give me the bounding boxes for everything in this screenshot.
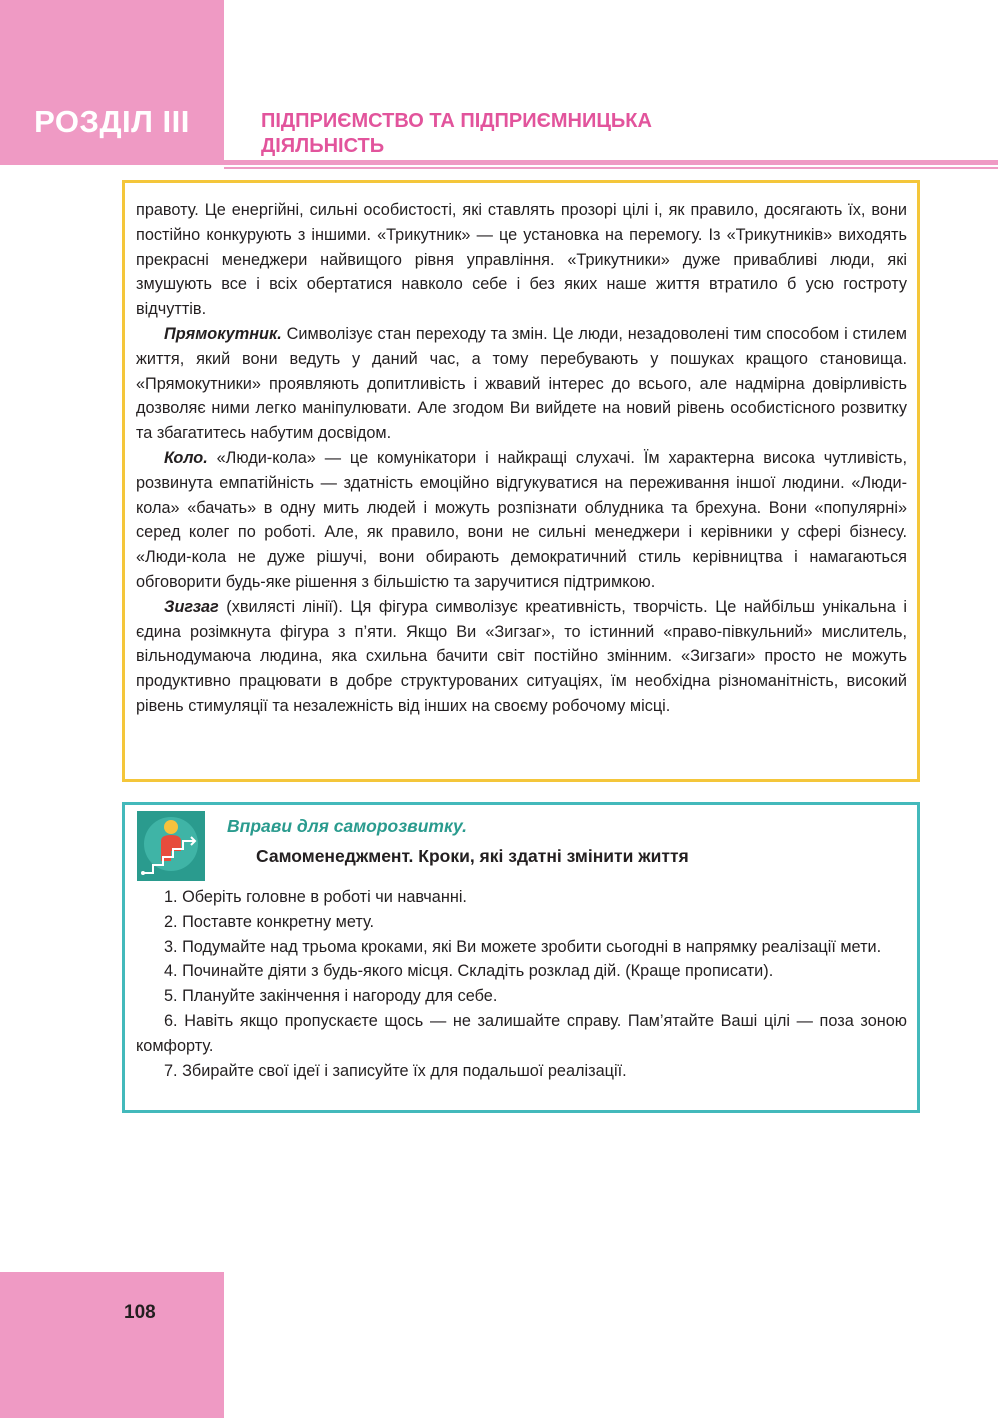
section-title-line1: ПІДПРИЄМСТВО ТА ПІДПРИЄМНИЦЬКА	[261, 110, 652, 132]
list-item: 2. Поставте конкретну мету.	[164, 912, 375, 931]
list-item: 1. Оберіть головне в роботі чи навчанні.	[164, 888, 467, 906]
list-item: 4. Починайте діяти з будь-якого місця. Складіть розклад дій. (Краще прописати).	[164, 962, 774, 981]
exercise-frame	[122, 802, 920, 1113]
paragraph-triangle-continued: правоту. Це енергійні, сильні особистості, які ставлять прозорі цілі і, як правило, досягають їх, вони постійно конкурують з іншими. «Трикутник» — це установка на перемогу. Із «Трикутників» виходять прекрасні менеджери найвищого рівня управління. «Трикутники» дуже привабливі люди, які змушують все і всіх обертатися навколо себе і без яких наше життя втратило б усю гостроту відчуттів.	[136, 201, 907, 319]
section-label: РОЗДІЛ III	[34, 104, 190, 139]
term-circle: Коло.	[164, 448, 208, 467]
exercise-subtitle: Самоменеджмент. Кроки, які здатні змінити життя	[256, 846, 689, 866]
paragraph-circle	[136, 446, 907, 595]
list-item: 7. Збирайте свої ідеї і записуйте їх для подальшої реалізації.	[164, 1061, 627, 1080]
term-rectangle: Прямокутник.	[164, 324, 282, 343]
header-rule-thin	[224, 167, 998, 169]
section-title	[261, 109, 821, 159]
paragraph-zigzag	[136, 595, 907, 719]
text-rectangle: Символізує стан переходу та змін. Це люди, незадоволені тим способом і стилем життя, який вони ведуть у даний час, а тому перебувають у пошуках кращого становища. «Прямокутники» проявляють допитливість і жвавий інтерес до всього, але надмірна довірливість дозволяє ними легко маніпулювати. Але згодом Ви вийдете на новий рівень особистісного розвитку та збагатитесь набутим досвідом.	[136, 324, 907, 443]
list-item: 3. Подумайте над трьома кроками, які Ви можете зробити сьогодні в напрямку реалізації мети.	[164, 937, 882, 956]
text-frame	[122, 180, 920, 782]
footer-side-band	[0, 1272, 224, 1418]
list-item: 6. Навіть якщо пропускаєте щось — не залишайте справу. Пам’ятайте Ваші цілі — поза зоною комфорту.	[136, 1011, 907, 1055]
section-title-line2: ДІЯЛЬНІСТЬ	[261, 135, 385, 157]
page-number: 108	[124, 1302, 156, 1323]
text-circle: «Люди-кола» — це комунікатори і найкращі слухачі. Їм характерна висока чутливість, розвинута емпатійність — здатність емоційно відгукуватися на переживання іншої людини. «Люди-кола» «бачать» в одну мить людей і можуть розпізнати облудника та брехуна. Вони «популярні» серед колег по роботі. Але, як правило, вони не сильні менеджери і керівники у сфері бізнесу. «Люди-кола не дуже рішучі, вони обирають демократичний стиль керівництва і намагаються обговорити будь-яке рішення з більшістю та заручитися підтримкою.	[136, 448, 907, 591]
header-rule	[0, 160, 998, 165]
exercise-list	[136, 885, 907, 1083]
term-zigzag: Зигзаг	[164, 597, 219, 616]
exercise-heading: Вправи для саморозвитку.	[227, 816, 467, 836]
list-item: 5. Плануйте закінчення і нагороду для себе.	[164, 987, 498, 1006]
stairs-climber-icon	[137, 811, 205, 881]
text-zigzag: (хвилясті лінії). Ця фігура символізує креативність, творчість. Це найбільш унікальна і єдина розімкнута фігура з п’яти. Якщо Ви «Зигзаг», то істинний «право-півкульний» мислитель, вільнодумаюча людина, яка схильна бачити світ постійно змінним. «Зигзаги» просто не можуть продуктивно працювати в добре структурованих ситуаціях, їм необхідна різноманітність, високий рівень стимуляції та незалежність від інших на своєму робочому місці.	[136, 597, 907, 715]
paragraph-rectangle	[136, 322, 907, 446]
